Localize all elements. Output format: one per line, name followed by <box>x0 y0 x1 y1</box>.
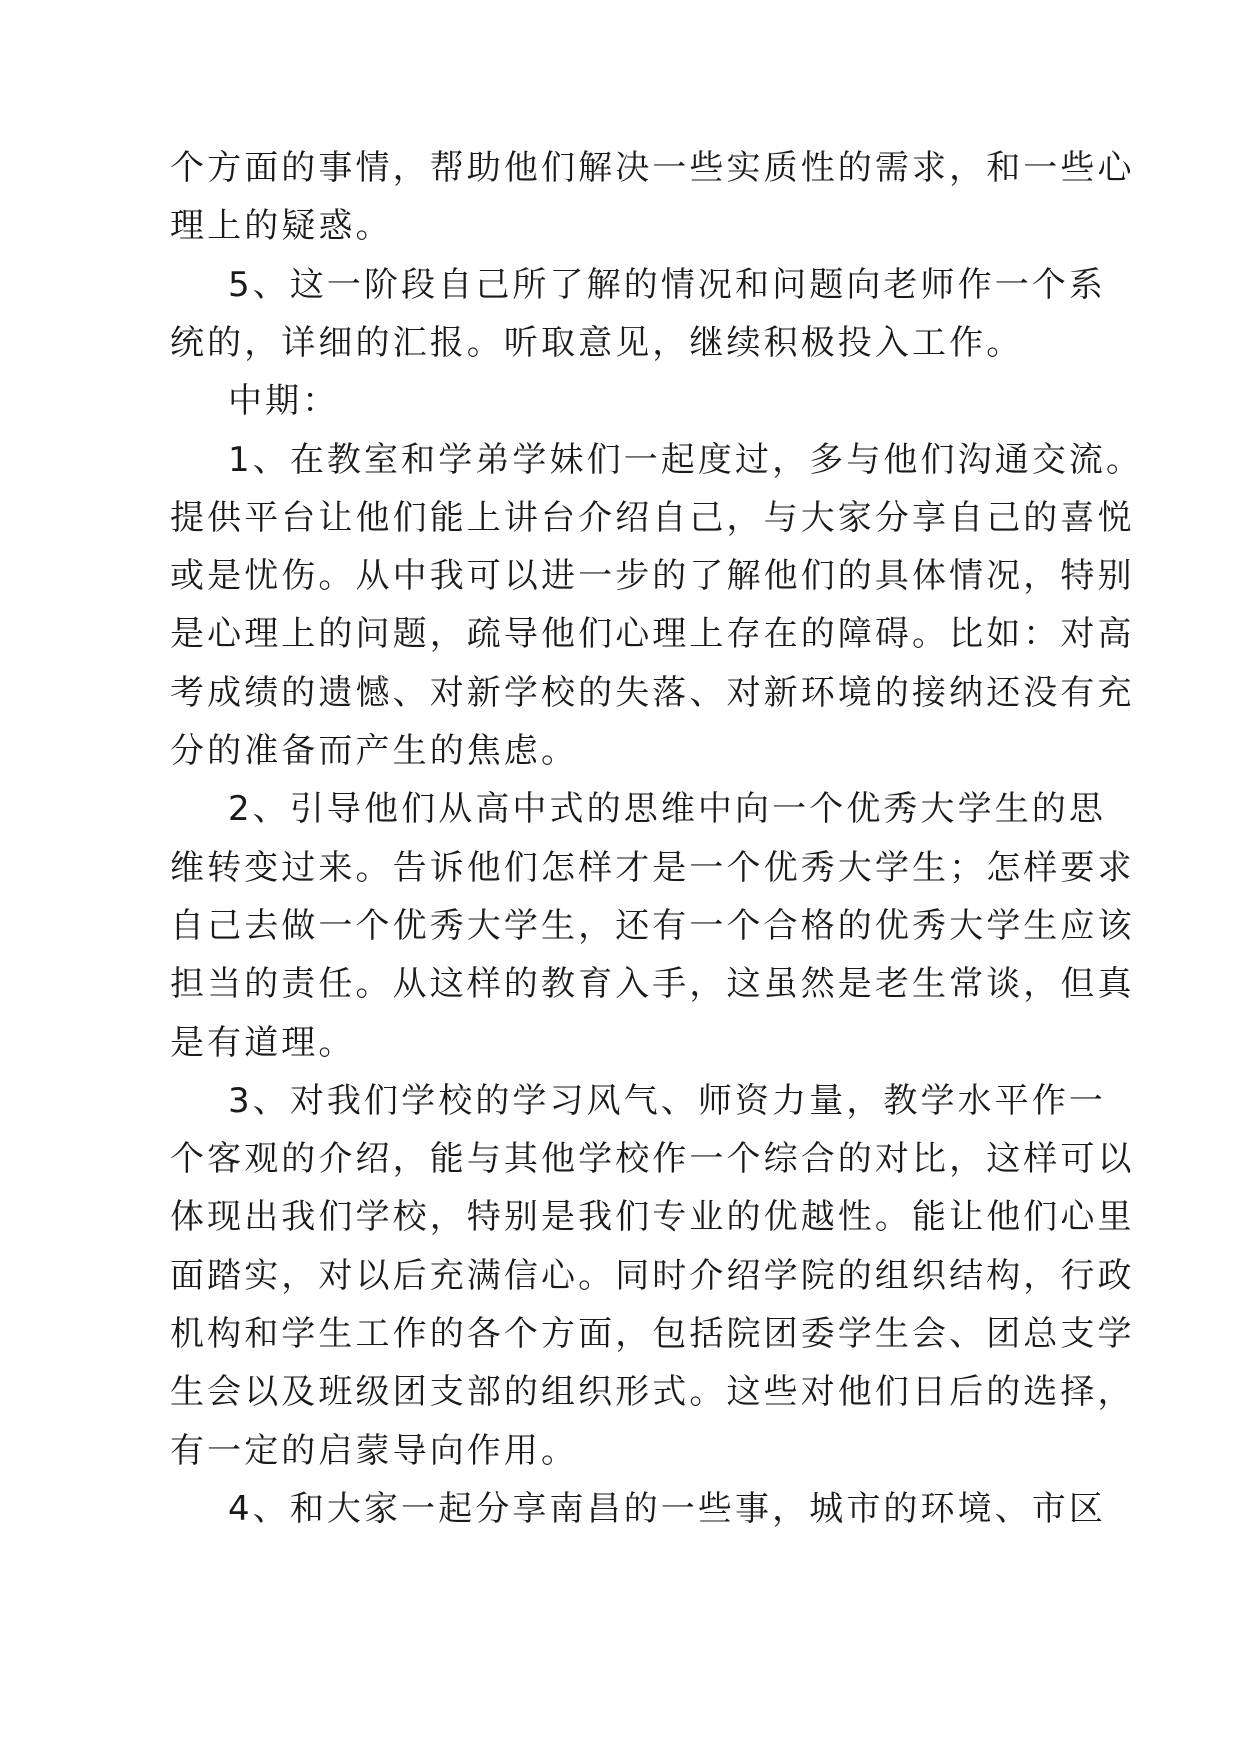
text-line: 有一定的启蒙导向作用。 <box>170 1431 579 1471</box>
text-line: 分的准备而产生的焦虑。 <box>170 731 579 771</box>
text-line: 个方面的事情，帮助他们解决一些实质性的需求，和一些心 <box>170 148 1135 188</box>
text-line: 3、对我们学校的学习风气、师资力量，教学水平作一 <box>228 1081 1107 1121</box>
text-line: 是心理上的问题，疏导他们心理上存在的障碍。比如：对高 <box>170 614 1135 654</box>
text-line: 维转变过来。告诉他们怎样才是一个优秀大学生；怎样要求 <box>170 848 1135 888</box>
text-line: 体现出我们学校，特别是我们专业的优越性。能让他们心里 <box>170 1197 1135 1237</box>
text-line: 统的，详细的汇报。听取意见，继续积极投入工作。 <box>170 323 1024 363</box>
text-line: 2、引导他们从高中式的思维中向一个优秀大学生的思 <box>228 789 1107 829</box>
text-line: 5、这一阶段自己所了解的情况和问题向老师作一个系 <box>228 265 1107 305</box>
text-line: 提供平台让他们能上讲台介绍自己，与大家分享自己的喜悦 <box>170 498 1135 538</box>
text-line: 个客观的介绍，能与其他学校作一个综合的对比，这样可以 <box>170 1139 1135 1179</box>
text-line: 生会以及班级团支部的组织形式。这些对他们日后的选择， <box>170 1372 1135 1412</box>
text-line: 机构和学生工作的各个方面，包括院团委学生会、团总支学 <box>170 1314 1135 1354</box>
text-line: 1、在教室和学弟学妹们一起度过，多与他们沟通交流。 <box>228 440 1144 480</box>
text-line: 面踏实，对以后充满信心。同时介绍学院的组织结构，行政 <box>170 1256 1135 1296</box>
text-line: 中期： <box>228 381 340 421</box>
text-line: 理上的疑惑。 <box>170 206 393 246</box>
text-line: 4、和大家一起分享南昌的一些事，城市的环境、市区 <box>228 1489 1107 1529</box>
text-line: 自己去做一个优秀大学生，还有一个合格的优秀大学生应该 <box>170 906 1135 946</box>
text-line: 考成绩的遗憾、对新学校的失落、对新环境的接纳还没有充 <box>170 673 1135 713</box>
text-line: 是有道理。 <box>170 1023 356 1063</box>
text-line: 或是忧伤。从中我可以进一步的了解他们的具体情况，特别 <box>170 556 1135 596</box>
text-line: 担当的责任。从这样的教育入手，这虽然是老生常谈，但真 <box>170 964 1135 1004</box>
